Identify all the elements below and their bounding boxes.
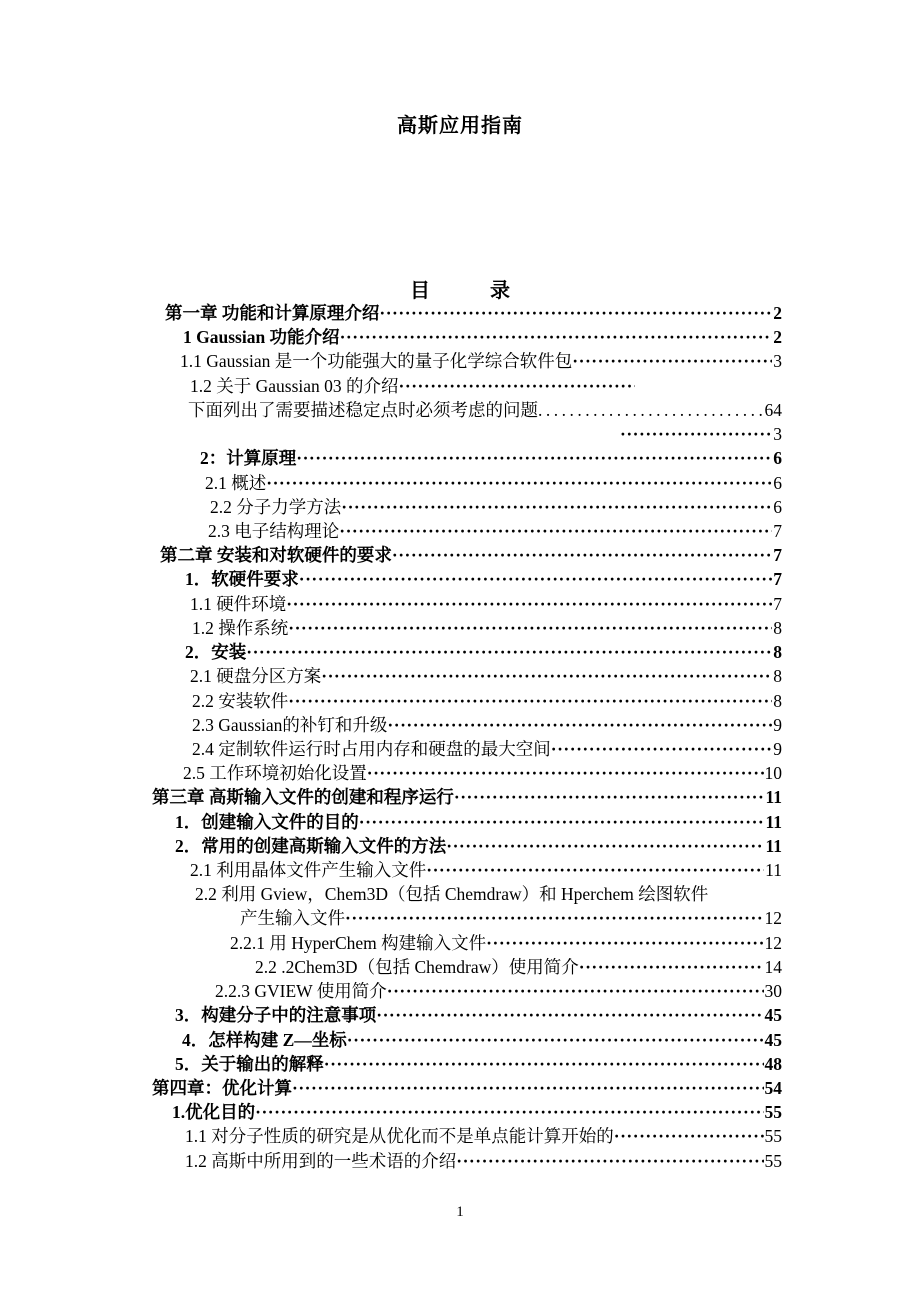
toc-page-number: 7 xyxy=(773,593,782,614)
toc-item xyxy=(150,1076,782,1100)
toc-item-text: 2.3 电子结构理论 xyxy=(208,520,340,541)
toc-item-text: 第二章 安装和对软硬件的要求 xyxy=(160,545,392,566)
toc-leader-dots xyxy=(551,737,773,761)
toc-page-number: 6 xyxy=(773,496,782,517)
toc-item xyxy=(150,1124,782,1148)
toc-page-number: 55 xyxy=(764,1150,782,1171)
toc-item-text: 2.3 Gaussian的补钉和升级 xyxy=(192,714,388,735)
toc-page-number: 14 xyxy=(764,956,782,977)
toc-page-number: 11 xyxy=(765,835,782,856)
toc-item xyxy=(150,592,782,616)
toc-item-text: 5．关于输出的解释 xyxy=(175,1053,324,1074)
toc-item xyxy=(150,398,782,422)
toc-leader-dots xyxy=(376,1003,763,1027)
toc-page-number: 11 xyxy=(765,860,782,881)
toc-item xyxy=(150,737,782,761)
toc-item-text: 1.优化目的 xyxy=(172,1102,256,1123)
toc-item xyxy=(150,858,782,882)
toc-page-number: 45 xyxy=(764,1005,782,1026)
toc-page-number: 64 xyxy=(764,399,782,420)
toc-leader-dots xyxy=(620,422,772,446)
toc-item-text: 产生输入文件 xyxy=(240,908,345,929)
toc-leader-dots xyxy=(579,955,764,979)
toc-item xyxy=(150,834,782,858)
toc-item xyxy=(150,301,782,325)
toc-item-text: 1.1 硬件环境 xyxy=(190,593,287,614)
toc-item xyxy=(150,1100,782,1124)
toc-heading: 目 录 xyxy=(410,280,510,302)
toc-leader-dots xyxy=(454,785,765,809)
toc-item-text: 3．构建分子中的注意事项 xyxy=(175,1005,377,1026)
toc-leader-dots xyxy=(286,592,772,616)
toc-page-number: 2 xyxy=(773,327,782,348)
toc-item xyxy=(150,374,782,398)
toc-leader-dots xyxy=(399,374,635,398)
toc-leader-dots xyxy=(296,446,772,470)
toc-page-number: 54 xyxy=(764,1078,782,1098)
toc-item-text: 2.2 分子力学方法 xyxy=(210,496,342,517)
toc-item-text: 1．创建输入文件的目的 xyxy=(175,811,359,832)
toc-item xyxy=(150,495,782,519)
toc-page-number: 6 xyxy=(773,472,782,493)
toc-page-number: 2 xyxy=(773,303,782,323)
toc-item-text: 1.2 关于 Gaussian 03 的介绍 xyxy=(190,375,399,396)
toc-page-number: 30 xyxy=(764,981,782,1002)
toc-page-number: 8 xyxy=(773,666,782,687)
toc-page-number: 7 xyxy=(773,545,782,566)
document-title: 高斯应用指南 xyxy=(397,115,523,137)
toc-leader-dots xyxy=(246,640,772,664)
toc-item-text: 2.2.1 用 HyperChem 构建输入文件 xyxy=(230,932,487,953)
toc-page-number: 7 xyxy=(773,569,782,590)
toc-item-text: 2.5 工作环境初始化设置 xyxy=(183,763,367,784)
toc-item-text: 2.1 硬盘分区方案 xyxy=(190,666,322,687)
toc-leader-dots xyxy=(456,1149,763,1173)
toc-item xyxy=(150,785,782,809)
toc-leader-dots xyxy=(340,325,773,349)
toc-page-number: 55 xyxy=(764,1102,782,1123)
toc-leader-dots xyxy=(341,495,772,519)
toc-item-text: 第三章 高斯输入文件的创建和程序运行 xyxy=(152,787,454,808)
toc-page-number: 7 xyxy=(773,520,782,541)
toc-page-number: 3 xyxy=(773,351,782,372)
toc-item xyxy=(150,471,782,495)
toc-leader-dots xyxy=(292,1076,764,1100)
toc-item xyxy=(150,325,782,349)
toc-leader-dots xyxy=(392,543,772,567)
page-number: 1 xyxy=(456,1204,464,1220)
toc-leader-dots xyxy=(299,567,773,591)
toc-item xyxy=(150,616,782,640)
toc-item xyxy=(150,349,782,373)
toc-page-number: 8 xyxy=(773,642,782,663)
toc-page-number: 55 xyxy=(764,1126,782,1147)
toc-item xyxy=(150,519,782,543)
toc-page-number: 8 xyxy=(773,690,782,711)
toc-item xyxy=(150,713,782,737)
toc-item-text: 1．软硬件要求 xyxy=(185,569,299,590)
toc-item-text: 2：计算原理 xyxy=(200,448,297,469)
toc-item-text: 2．安装 xyxy=(185,642,247,663)
toc-item xyxy=(150,955,782,979)
toc-page-number: 9 xyxy=(773,714,782,735)
toc-leader-dots xyxy=(572,349,772,373)
toc-leader-dots xyxy=(387,713,772,737)
toc-item xyxy=(150,689,782,713)
toc-page-number: 3 xyxy=(773,424,782,445)
toc-item xyxy=(150,882,782,906)
toc-item-text: 下面列出了需要描述稳定点时必须考虑的问题 xyxy=(188,399,538,420)
toc-item xyxy=(150,567,782,591)
toc-page-number: 48 xyxy=(764,1053,782,1074)
toc-item xyxy=(150,1028,782,1052)
toc-item-text: 2.2 安装软件 xyxy=(192,690,289,711)
toc-page-number: 11 xyxy=(765,787,782,808)
toc-leader-dots xyxy=(614,1124,764,1148)
toc-item-text: 1 Gaussian 功能介绍 xyxy=(183,327,340,348)
toc-item-text: 1.2 高斯中所用到的一些术语的介绍 xyxy=(185,1150,457,1171)
toc-item-text: 2.2 利用 Gview，Chem3D（包括 Chemdraw）和 Hperchem 绘图软件 xyxy=(195,884,709,905)
toc-leader-dots xyxy=(288,689,772,713)
toc-page-number: 12 xyxy=(764,932,782,953)
toc-item-text: 2．常用的创建高斯输入文件的方法 xyxy=(175,835,447,856)
toc-leader-dots xyxy=(255,1100,763,1124)
toc-list xyxy=(150,301,782,1173)
toc-leader-dots xyxy=(426,858,764,882)
toc-item-text: 2.2 .2Chem3D（包括 Chemdraw）使用简介 xyxy=(255,956,579,977)
toc-item-text: 1.1 Gaussian 是一个功能强大的量子化学综合软件包 xyxy=(180,351,573,372)
toc-item-text: 2.4 定制软件运行时占用内存和硬盘的最大空间 xyxy=(192,738,551,759)
toc-leader-dots xyxy=(486,931,763,955)
toc-item xyxy=(150,664,782,688)
toc-item-text: 第四章：优化计算 xyxy=(152,1078,292,1098)
toc-item xyxy=(150,761,782,785)
toc-leader-dots xyxy=(538,398,764,422)
toc-page-number: 9 xyxy=(773,738,782,759)
toc-item xyxy=(150,1149,782,1173)
toc-leader-dots xyxy=(345,906,764,930)
toc-leader-dots xyxy=(387,979,764,1003)
toc-leader-dots xyxy=(321,664,772,688)
toc-item-text: 2.1 概述 xyxy=(205,472,267,493)
toc-item xyxy=(150,543,782,567)
toc-item-text: 第一章 功能和计算原理介绍 xyxy=(165,303,380,323)
toc-item xyxy=(150,446,782,470)
toc-item xyxy=(150,906,782,930)
toc-item-text: 2.1 利用晶体文件产生输入文件 xyxy=(190,860,427,881)
toc-leader-dots xyxy=(266,471,772,495)
toc-item-text: 1.2 操作系统 xyxy=(192,617,289,638)
toc-leader-dots xyxy=(324,1052,764,1076)
toc-page-number: 10 xyxy=(764,763,782,784)
toc-page-number: 11 xyxy=(765,811,782,832)
toc-page-number: 45 xyxy=(764,1029,782,1050)
toc-item xyxy=(150,979,782,1003)
toc-item xyxy=(150,810,782,834)
toc-item xyxy=(150,1052,782,1076)
toc-leader-dots xyxy=(446,834,764,858)
toc-leader-dots xyxy=(359,810,765,834)
toc-leader-dots xyxy=(367,761,764,785)
toc-item xyxy=(150,931,782,955)
toc-leader-dots xyxy=(347,1028,764,1052)
toc-item xyxy=(150,422,782,446)
toc-item-text: 2.2.3 GVIEW 使用简介 xyxy=(215,981,387,1002)
toc-item-text: 4．怎样构建 Z—坐标 xyxy=(182,1029,347,1050)
toc-page-number: 6 xyxy=(773,448,782,469)
toc-page-number: 12 xyxy=(764,908,782,929)
toc-leader-dots xyxy=(339,519,772,543)
toc-item xyxy=(150,640,782,664)
toc-page-number: 8 xyxy=(773,617,782,638)
toc-leader-dots xyxy=(379,301,772,325)
toc-item xyxy=(150,1003,782,1027)
toc-item-text: 1.1 对分子性质的研究是从优化而不是单点能计算开始的 xyxy=(185,1126,614,1147)
toc-leader-dots xyxy=(288,616,772,640)
